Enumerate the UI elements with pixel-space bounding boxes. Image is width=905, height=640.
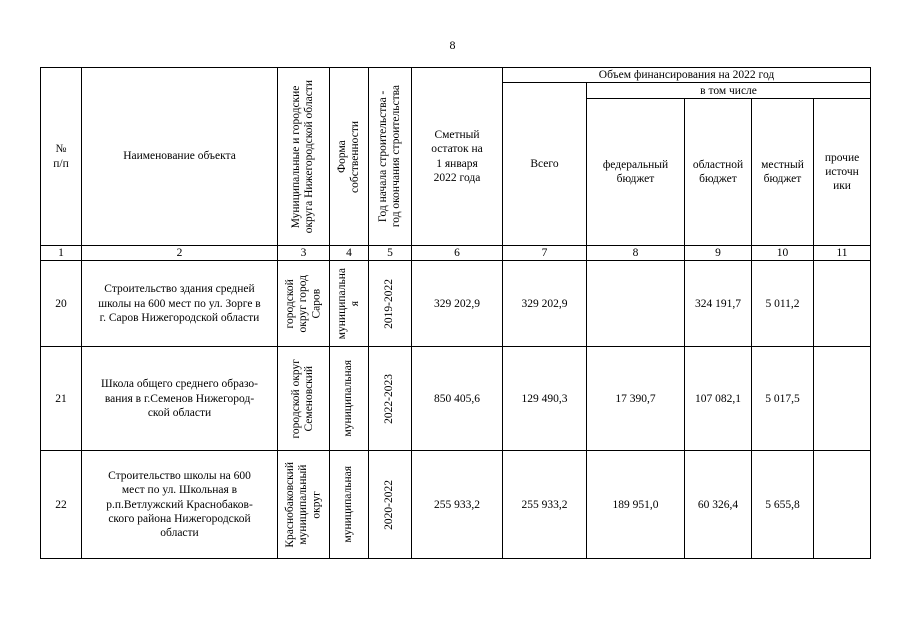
row-total: 329 202,9 xyxy=(503,261,587,347)
column-number: 4 xyxy=(330,246,369,261)
column-number: 3 xyxy=(278,246,330,261)
table-row xyxy=(41,347,871,451)
row-other xyxy=(814,347,871,451)
row-balance: 255 933,2 xyxy=(412,451,503,559)
row-num: 22 xyxy=(41,451,82,559)
column-number: 7 xyxy=(503,246,587,261)
row-municipality: Краснобаковский муниципальный округ xyxy=(278,451,330,559)
header-funding-group: Объем финансирования на 2022 год xyxy=(503,68,871,83)
row-name: Строительство школы на 600 мест по ул. Школьная в р.п.Ветлужский Краснобаков- ского района Нижегородской области xyxy=(82,451,278,559)
row-other xyxy=(814,451,871,559)
row-ownership: муниципальная xyxy=(330,347,369,451)
row-years: 2020-2022 xyxy=(369,451,412,559)
row-years: 2019-2022 xyxy=(369,261,412,347)
table-row xyxy=(41,261,871,347)
row-other xyxy=(814,261,871,347)
row-regional: 60 326,4 xyxy=(685,451,752,559)
row-balance: 329 202,9 xyxy=(412,261,503,347)
column-number: 8 xyxy=(587,246,685,261)
row-federal: 189 951,0 xyxy=(587,451,685,559)
row-local: 5 011,2 xyxy=(752,261,814,347)
header-name: Наименование объекта xyxy=(82,68,278,246)
header-including: в том числе xyxy=(587,83,871,99)
financing-table xyxy=(40,67,871,559)
row-total: 129 490,3 xyxy=(503,347,587,451)
row-num: 21 xyxy=(41,347,82,451)
column-number: 5 xyxy=(369,246,412,261)
header-municipality: Муниципальные и городские округа Нижегородской области xyxy=(278,68,330,246)
row-years: 2022-2023 xyxy=(369,347,412,451)
header-years: Год начала строительства - год окончания строительства xyxy=(369,68,412,246)
row-total: 255 933,2 xyxy=(503,451,587,559)
header-local: местный бюджет xyxy=(752,99,814,246)
row-federal xyxy=(587,261,685,347)
row-municipality: городской округ Семеновский xyxy=(278,347,330,451)
table-row xyxy=(41,451,871,559)
row-balance: 850 405,6 xyxy=(412,347,503,451)
row-regional: 324 191,7 xyxy=(685,261,752,347)
header-federal: федеральный бюджет xyxy=(587,99,685,246)
row-name: Строительство здания средней школы на 600 мест по ул. Зорге в г. Саров Нижегородской области xyxy=(82,261,278,347)
column-number: 11 xyxy=(814,246,871,261)
column-number: 1 xyxy=(41,246,82,261)
row-ownership: муниципальна я xyxy=(330,261,369,347)
column-number: 9 xyxy=(685,246,752,261)
page-number: 8 xyxy=(449,38,456,52)
row-regional: 107 082,1 xyxy=(685,347,752,451)
column-number: 10 xyxy=(752,246,814,261)
header-other: прочие источн ики xyxy=(814,99,871,246)
row-local: 5 655,8 xyxy=(752,451,814,559)
row-federal: 17 390,7 xyxy=(587,347,685,451)
column-number: 6 xyxy=(412,246,503,261)
column-numbers-row xyxy=(41,246,871,261)
row-municipality: городской округ город Саров xyxy=(278,261,330,347)
header-num: № п/п xyxy=(41,68,82,246)
header-ownership: Форма собственности xyxy=(330,68,369,246)
row-local: 5 017,5 xyxy=(752,347,814,451)
header-regional: областной бюджет xyxy=(685,99,752,246)
header-balance: Сметный остаток на 1 января 2022 года xyxy=(412,68,503,246)
row-name: Школа общего среднего образо- вания в г.Семенов Нижегород- ской области xyxy=(82,347,278,451)
row-num: 20 xyxy=(41,261,82,347)
column-number: 2 xyxy=(82,246,278,261)
header-total: Всего xyxy=(503,83,587,246)
row-ownership: муниципальная xyxy=(330,451,369,559)
